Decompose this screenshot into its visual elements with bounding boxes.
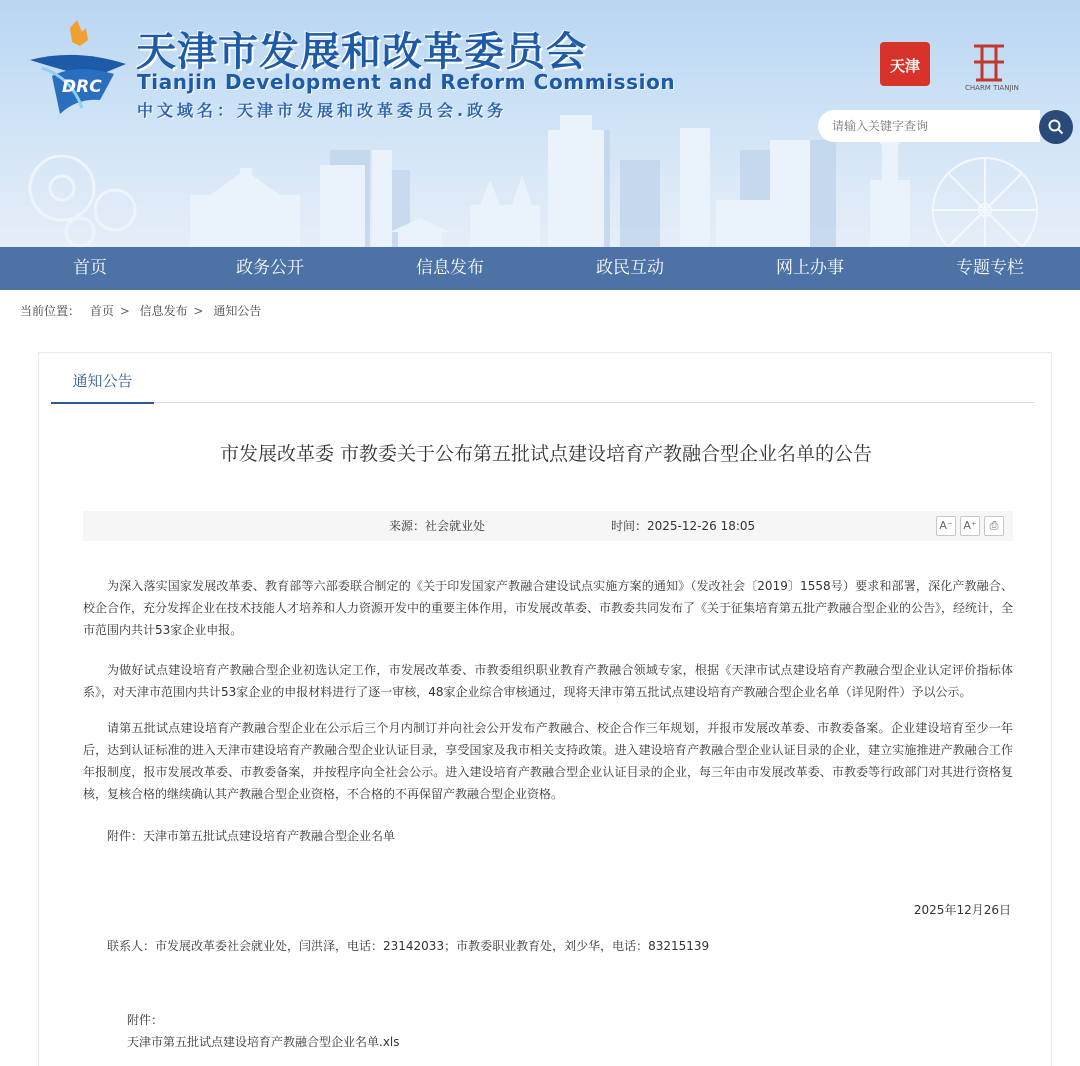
breadcrumb (20, 302, 261, 319)
site-domain: 中文域名：天津市发展和改革委员会.政务 (137, 101, 508, 120)
svg-text:DRC: DRC (62, 77, 102, 97)
attachment-link[interactable]: 天津市第五批试点建设培育产教融合型企业名单.xls (127, 1035, 400, 1049)
nav-public-interaction[interactable]: 政民互动 (596, 258, 664, 278)
search-icon (1048, 119, 1064, 135)
drc-logo (22, 18, 130, 118)
article-meta-bar (83, 511, 1013, 541)
site-header (0, 0, 1080, 247)
nav-online-services[interactable]: 网上办事 (776, 258, 844, 278)
search-input[interactable] (818, 110, 1040, 142)
breadcrumb-label: 当前位置： (20, 304, 81, 318)
breadcrumb-separator: > (193, 304, 204, 318)
nav-home[interactable]: 首页 (73, 258, 107, 278)
print-button[interactable]: ⎙ (984, 516, 1004, 536)
nav-information-release[interactable]: 信息发布 (416, 258, 484, 278)
attachment-label: 附件： (127, 1013, 164, 1027)
breadcrumb-home[interactable]: 首页 (89, 304, 114, 318)
article-time: 时间：2025-12-26 18:05 (611, 519, 756, 533)
content-panel (38, 352, 1052, 1066)
breadcrumb-info-release[interactable]: 信息发布 (139, 304, 188, 318)
svg-text:天津: 天津 (889, 57, 921, 75)
charm-tianjin-label: CHARM TIANJIN (965, 84, 1019, 92)
tab-notices[interactable]: 通知公告 (51, 367, 154, 404)
site-title: 天津市发展和改革委员会 (136, 29, 587, 75)
main-nav (0, 247, 1080, 290)
breadcrumb-separator: > (119, 304, 130, 318)
article-paragraph: 为深入落实国家发展改革委、教育部等六部委联合制定的《关于印发国家产教融合建设试点实施方案的通知》（发改社会〔2019〕1558号）要求和部署，深化产教融合、校企合作，充分发挥企业在技术技能人才培养和人力资源开发中的重要主体作用，市发展改革委、市教委共同发布了《关于征集培育第五批产教融合型企业的公告》，经统计，全市范围内共计53家企业申报。 (83, 579, 1014, 637)
font-increase-button[interactable]: A⁺ (960, 516, 980, 536)
search-button[interactable] (1039, 110, 1073, 144)
article-paragraph: 请第五批试点建设培育产教融合型企业在公示后三个月内制订并向社会公开发布产教融合、校企合作三年规划，并报市发展改革委、市教委备案。企业建设培育至少一年后，达到认证标准的进入天津市建设培育产教融合型企业认证目录，享受国家及我市相关支持政策。进入建设培育产教融合型企业认证目录的企业，建立实施推进产教融合工作年报制度，报市发展改革委、市教委备案，并按程序向全社会公示。进入建设培育产教融合型企业认证目录的企业，每三年由市发展改革委、市教委等行政部门对其进行资格复核，复核合格的继续确认其产教融合型企业资格，不合格的不再保留产教融合型企业资格。 (83, 721, 1013, 801)
article-contact: 联系人：市发展改革委社会就业处，闫洪泽，电话：23142033；市教委职业教育处，刘少华，电话：83215139 (107, 939, 710, 953)
nav-government-affairs[interactable]: 政务公开 (236, 258, 304, 278)
tab-divider (51, 402, 1035, 403)
article-title: 市发展改革委 市教委关于公布第五批试点建设培育产教融合型企业名单的公告 (219, 443, 873, 465)
font-decrease-button[interactable]: A⁻ (936, 516, 956, 536)
site-title-en: Tianjin Development and Reform Commission (137, 70, 676, 94)
article-source: 来源：社会就业处 (389, 519, 486, 533)
nav-special-topics[interactable]: 专题专栏 (956, 258, 1024, 278)
article-paragraph: 为做好试点建设培育产教融合型企业初选认定工作，市发展改革委、市教委组织职业教育产教融合领域专家，根据《天津市试点建设培育产教融合型企业认定评价指标体系》，对天津市范围内共计53家企业的申报材料进行了逐一审核，48家企业综合审核通过，现将天津市第五批试点建设培育产教融合型企业名单（详见附件）予以公示。 (83, 663, 1013, 699)
tianjin-badge[interactable] (878, 40, 932, 88)
article-date: 2025年12月26日 (913, 903, 1011, 917)
breadcrumb-notices[interactable]: 通知公告 (213, 304, 262, 318)
article-paragraph: 附件：天津市第五批试点建设培育产教融合型企业名单 (107, 829, 396, 843)
